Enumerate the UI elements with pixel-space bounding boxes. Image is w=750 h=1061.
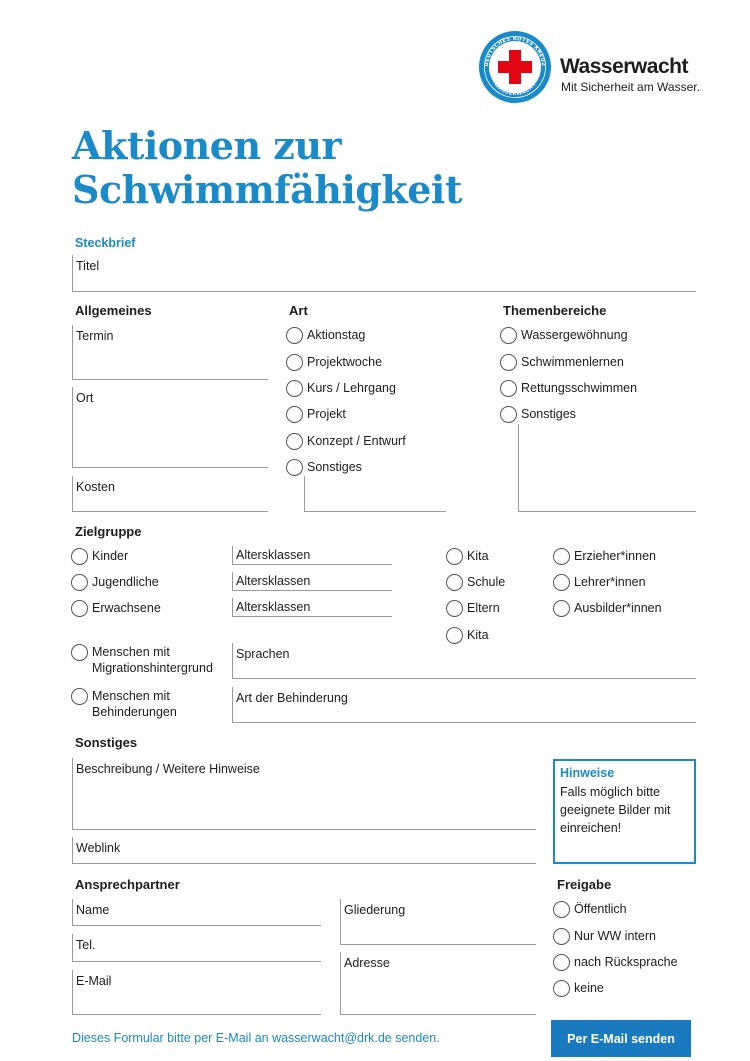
art-option-projekt[interactable]: Projekt [286, 406, 346, 423]
email-field[interactable] [72, 970, 321, 1015]
altersklassen-kinder-field[interactable] [232, 546, 392, 565]
radio-circle[interactable] [71, 644, 88, 661]
zielgruppe-kinder[interactable]: Kinder [71, 548, 128, 565]
sprachen-field[interactable] [232, 643, 696, 679]
radio-circle[interactable] [446, 627, 463, 644]
hinweise-box [553, 759, 696, 864]
radio-circle[interactable] [286, 406, 303, 423]
titel-label: Titel [76, 259, 100, 273]
radio-circle[interactable] [553, 574, 570, 591]
adresse-field[interactable] [340, 952, 536, 1015]
radio-circle[interactable] [286, 459, 303, 476]
themen-heading: Themenbereiche [503, 303, 607, 318]
radio-circle[interactable] [553, 928, 570, 945]
zielgruppe-lehrer[interactable]: Lehrer*innen [553, 574, 646, 591]
hinweise-title: Hinweise [560, 766, 615, 780]
art-sonstiges-field[interactable] [304, 476, 446, 512]
brand-tagline: Mit Sicherheit am Wasser. [561, 80, 700, 94]
send-email-button[interactable]: Per E-Mail senden [551, 1020, 691, 1057]
radio-circle[interactable] [446, 574, 463, 591]
zielgruppe-schule[interactable]: Schule [446, 574, 505, 591]
title-line-1: Aktionen zur [72, 123, 342, 168]
zielgruppe-kita-2[interactable]: Kita [446, 627, 489, 644]
altersklassen-label: Altersklassen [236, 548, 311, 562]
weblink-field[interactable] [72, 837, 536, 864]
gliederung-label: Gliederung [344, 903, 406, 917]
radio-circle[interactable] [71, 548, 88, 565]
altersklassen-label: Altersklassen [236, 600, 311, 614]
art-option-kurs[interactable]: Kurs / Lehrgang [286, 380, 396, 397]
radio-circle[interactable] [71, 688, 88, 705]
zielgruppe-erzieher[interactable]: Erzieher*innen [553, 548, 656, 565]
radio-circle[interactable] [500, 354, 517, 371]
themen-option-sonstiges[interactable]: Sonstiges [500, 406, 576, 423]
hinweise-body: Falls möglich bitte geeignete Bilder mit einreichen! [560, 785, 671, 835]
radio-circle[interactable] [553, 548, 570, 565]
themen-option-schwimmenlernen[interactable]: Schwimmenlernen [500, 354, 624, 371]
art-option-konzept[interactable]: Konzept / Entwurf [286, 433, 406, 450]
art-option-aktionstag[interactable]: Aktionstag [286, 327, 365, 344]
zielgruppe-ausbilder[interactable]: Ausbilder*innen [553, 600, 662, 617]
ort-label: Ort [76, 391, 94, 405]
radio-circle[interactable] [500, 380, 517, 397]
zielgruppe-behinderung[interactable]: Menschen mit Behinderungen [71, 688, 177, 720]
art-heading: Art [289, 303, 308, 318]
kosten-field[interactable] [72, 476, 268, 512]
name-label: Name [76, 903, 110, 917]
termin-field[interactable] [72, 325, 268, 380]
radio-circle[interactable] [553, 901, 570, 918]
drk-emblem-icon [478, 30, 552, 104]
zielgruppe-heading: Zielgruppe [75, 524, 142, 539]
zielgruppe-eltern[interactable]: Eltern [446, 600, 500, 617]
themen-option-wassergewoehnung[interactable]: Wassergewöhnung [500, 327, 628, 344]
zielgruppe-erwachsene[interactable]: Erwachsene [71, 600, 161, 617]
tel-field[interactable] [72, 934, 321, 962]
wasserwacht-logo [478, 30, 552, 104]
radio-circle[interactable] [553, 600, 570, 617]
kosten-label: Kosten [76, 480, 115, 494]
email-label: E-Mail [76, 974, 112, 988]
zielgruppe-jugendliche[interactable]: Jugendliche [71, 574, 159, 591]
ansprechpartner-heading: Ansprechpartner [75, 877, 180, 892]
art-option-projektwoche[interactable]: Projektwoche [286, 354, 382, 371]
svg-text:DEUTSCHES ROTES KREUZ: DEUTSCHES ROTES KREUZ [483, 35, 547, 67]
altersklassen-erwachsene-field[interactable] [232, 598, 392, 617]
freigabe-oeffentlich[interactable]: Öffentlich [553, 901, 627, 918]
beschreibung-field[interactable] [72, 758, 536, 830]
radio-circle[interactable] [71, 574, 88, 591]
themen-sonstiges-field[interactable] [518, 424, 696, 512]
gliederung-field[interactable] [340, 899, 536, 945]
radio-circle[interactable] [446, 548, 463, 565]
radio-circle[interactable] [71, 600, 88, 617]
themen-option-rettungsschwimmen[interactable]: Rettungsschwimmen [500, 380, 637, 397]
steckbrief-heading: Steckbrief [75, 236, 136, 250]
freigabe-keine[interactable]: keine [553, 980, 604, 997]
radio-circle[interactable] [553, 980, 570, 997]
altersklassen-label: Altersklassen [236, 574, 311, 588]
radio-circle[interactable] [446, 600, 463, 617]
freigabe-heading: Freigabe [557, 877, 612, 892]
freigabe-intern[interactable]: Nur WW intern [553, 928, 656, 945]
altersklassen-jugendliche-field[interactable] [232, 572, 392, 591]
termin-label: Termin [76, 329, 114, 343]
adresse-label: Adresse [344, 956, 390, 970]
radio-circle[interactable] [286, 354, 303, 371]
radio-circle[interactable] [500, 327, 517, 344]
radio-circle[interactable] [286, 433, 303, 450]
zielgruppe-migration[interactable]: Menschen mit Migrationshintergrund [71, 644, 213, 676]
sprachen-label: Sprachen [236, 647, 290, 661]
allgemeines-heading: Allgemeines [75, 303, 152, 318]
art-der-behinderung-field[interactable] [232, 687, 696, 723]
freigabe-ruecksprache[interactable]: nach Rücksprache [553, 954, 678, 971]
radio-circle[interactable] [286, 327, 303, 344]
art-der-behinderung-label: Art der Behinderung [236, 691, 348, 705]
zielgruppe-kita[interactable]: Kita [446, 548, 489, 565]
art-option-sonstiges[interactable]: Sonstiges [286, 459, 362, 476]
tel-label: Tel. [76, 938, 96, 952]
radio-circle[interactable] [286, 380, 303, 397]
footer-note: Dieses Formular bitte per E-Mail an wasserwacht@drk.de senden. [72, 1031, 440, 1045]
svg-text:WASSERWACHT: WASSERWACHT [492, 81, 538, 98]
titel-field[interactable] [72, 255, 696, 292]
weblink-label: Weblink [76, 841, 121, 855]
brand-name: Wasserwacht [560, 55, 688, 78]
beschreibung-label: Beschreibung / Weitere Hinweise [76, 762, 260, 776]
radio-circle[interactable] [553, 954, 570, 971]
sonstiges-heading: Sonstiges [75, 735, 138, 750]
ort-field[interactable] [72, 387, 268, 468]
name-field[interactable] [72, 899, 321, 926]
radio-circle[interactable] [500, 406, 517, 423]
page-title [72, 124, 462, 212]
title-line-2: Schwimmfähigkeit [72, 167, 462, 212]
